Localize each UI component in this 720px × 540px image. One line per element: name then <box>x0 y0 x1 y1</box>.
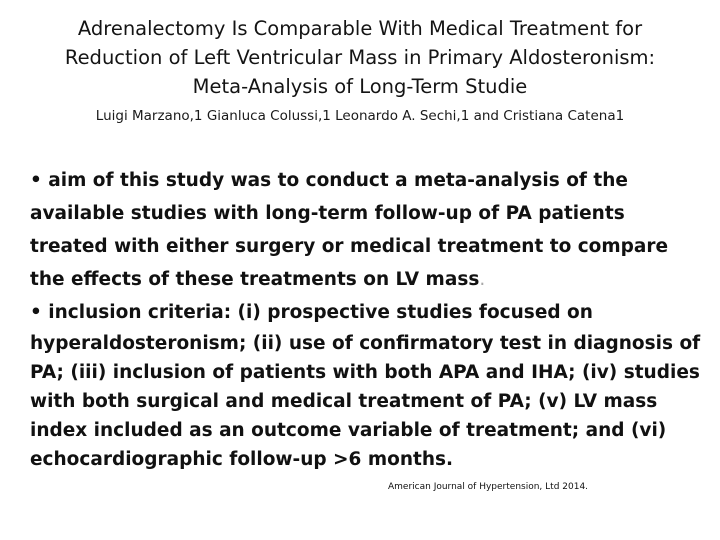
criteria-line-3: PA; (iii) inclusion of patients with both APA and IHA; (iv) studies <box>30 362 700 383</box>
aim-period: . <box>479 269 486 290</box>
aim-line-2: available studies with long-term follow-up of PA patients <box>30 203 625 224</box>
criteria-line-4: with both surgical and medical treatment of PA; (v) LV mass <box>30 391 658 412</box>
aim-line-1: • aim of this study was to conduct a meta-analysis of the <box>30 170 628 191</box>
aim-line-4-wrapper <box>30 263 700 296</box>
criteria-paragraph <box>30 296 700 474</box>
title-line-2: Reduction of Left Ventricular Mass in Primary Aldosteronism: <box>64 46 656 69</box>
criteria-line-6: echocardiographic follow-up >6 months. <box>30 449 454 470</box>
aim-line-4: the effects of these treatments on LV mass <box>30 269 480 290</box>
title-line-1: Adrenalectomy Is Comparable With Medical Treatment for <box>77 17 643 40</box>
slide-title <box>20 14 700 101</box>
criteria-line-2: hyperaldosteronism; (ii) use of confirmatory test in diagnosis of <box>30 333 701 354</box>
author-list: Luigi Marzano,1 Gianluca Colussi,1 Leonardo A. Sechi,1 and Cristiana Catena1 <box>95 108 625 124</box>
criteria-line-5: index included as an outcome variable of treatment; and (vi) <box>30 420 667 441</box>
aim-line-3: treated with either surgery or medical treatment to compare <box>30 236 669 257</box>
journal-citation: American Journal of Hypertension, Ltd 2014. <box>388 482 589 492</box>
title-line-3: Meta-Analysis of Long-Term Studie <box>192 75 528 98</box>
aim-paragraph <box>30 164 700 296</box>
criteria-line-1: • inclusion criteria: (i) prospective studies focused on <box>30 302 593 323</box>
slide-body <box>30 164 700 474</box>
